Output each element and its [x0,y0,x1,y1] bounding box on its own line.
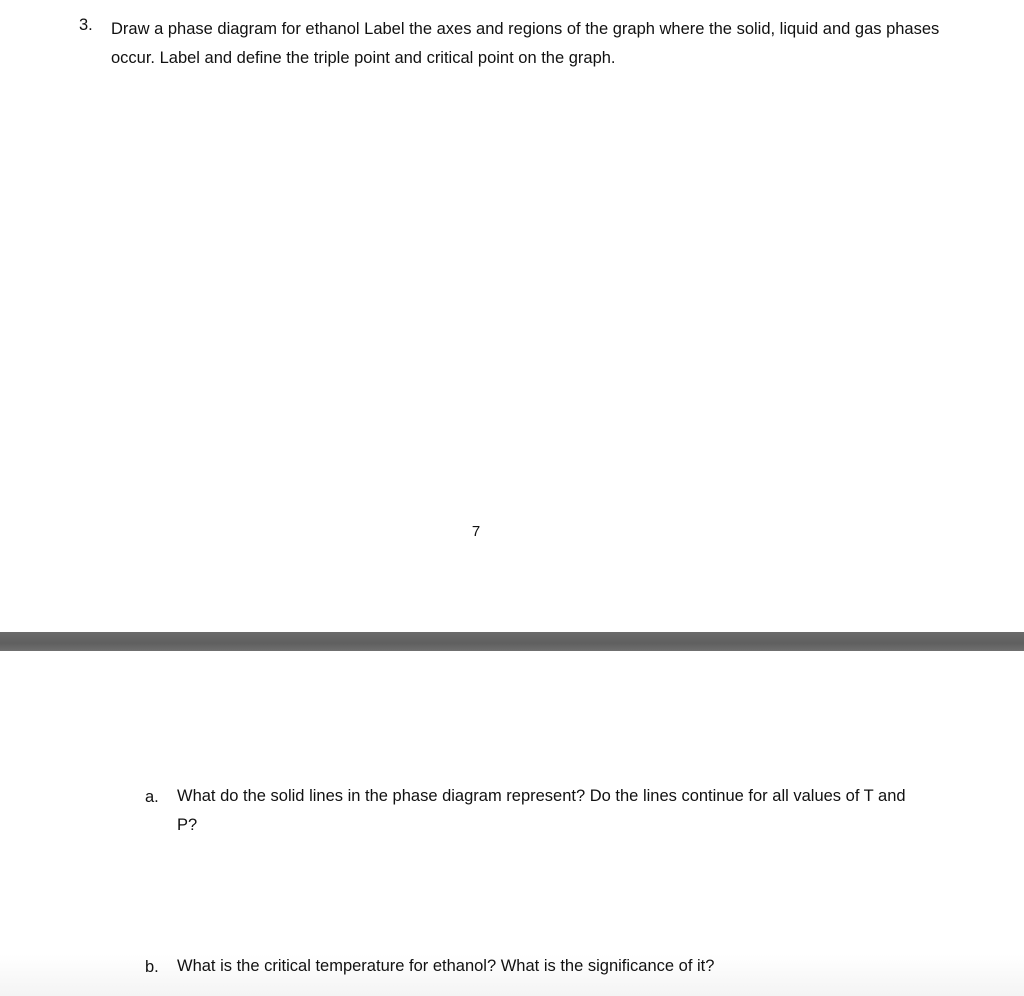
document-page-bottom [0,651,1024,996]
sub-question-a-text: What do the solid lines in the phase diagram represent? Do the lines continue for all values of T and P? [177,787,906,834]
sub-question-a-marker: a. [145,788,159,806]
sub-question-b-text: What is the critical temperature for ethanol? What is the significance of it? [177,957,715,975]
page-number: 7 [471,523,481,540]
sub-question-b-marker: b. [145,958,159,976]
question-number: 3. [79,16,93,34]
page-separator [0,632,1024,651]
question-text: Draw a phase diagram for ethanol Label the axes and regions of the graph where the solid, liquid and gas phases occur. Label and define the triple point and critical point on the graph. [111,20,940,67]
